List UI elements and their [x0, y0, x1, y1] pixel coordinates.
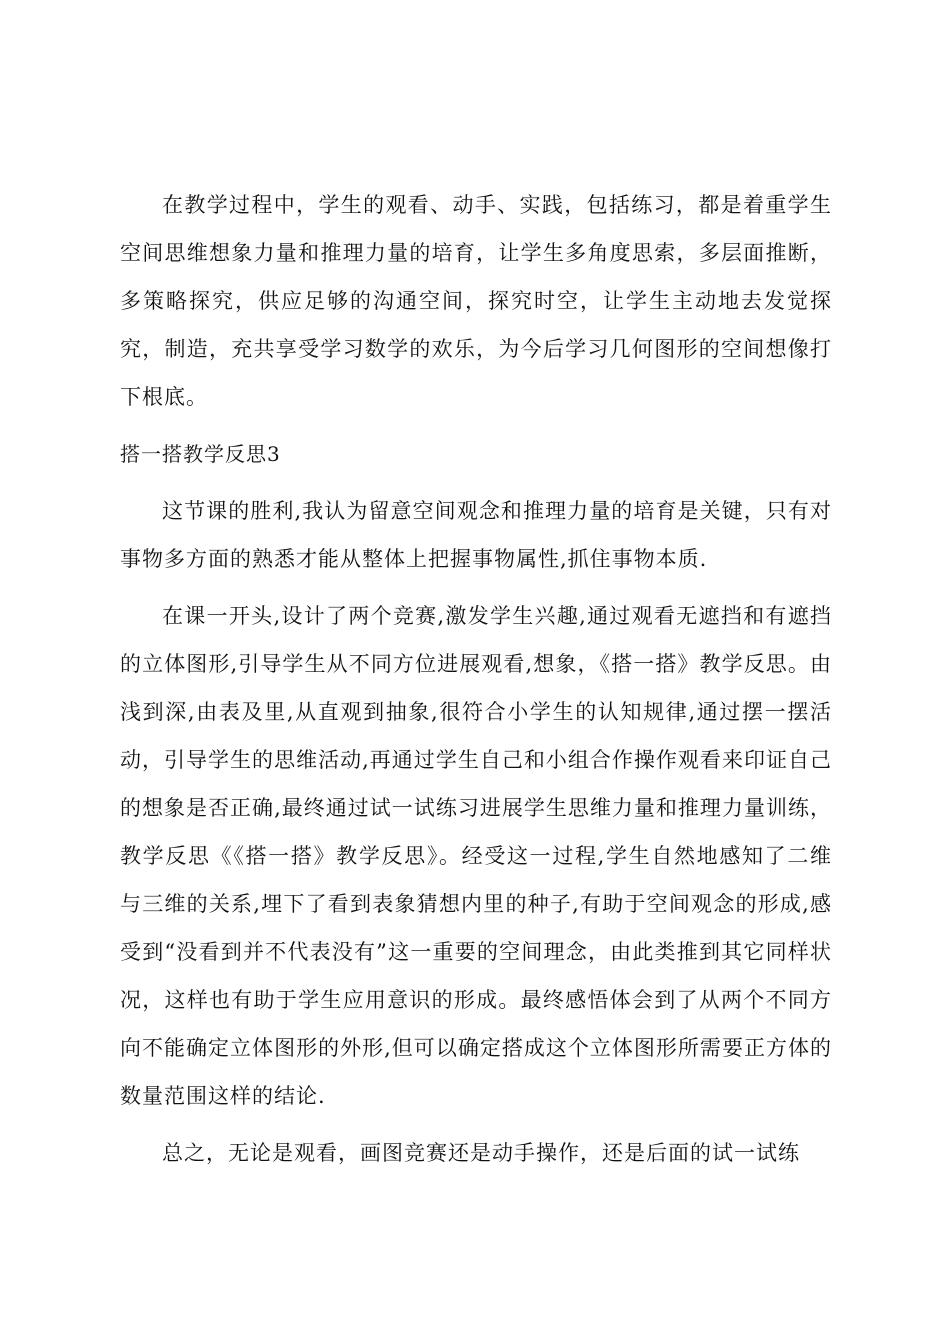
paragraph: 在教学过程中，学生的观看、动手、实践，包括练习，都是着重学生空间思维想象力量和推理力量的培育，让学生多角度思索，多层面推断，多策略探究，供应足够的沟通空间，探究时空，让学生主动地去发觉探究，制造，充共享受学习数学的欢乐，为今后学习几何图形的空间想像打下根底。 [120, 193, 832, 409]
document-body [120, 181, 832, 1177]
section-heading: 搭一搭教学反思3 [120, 442, 281, 466]
paragraph: 在课一开头,设计了两个竞赛,激发学生兴趣,通过观看无遮挡和有遮挡的立体图形,引导学生从不同方位进展观看,想象，《搭一搭》教学反思。由浅到深,由表及里,从直观到抽象,很符合小学生的认知规律,通过摆一摆活动，引导学生的思维活动,再通过学生自己和小组合作操作观看来印证自己的想象是否正确,最终通过试一试练习进展学生思维力量和推理力量训练，教学反思《《搭一搭》教学反思》。经受这一过程,学生自然地感知了二维与三维的关系,埋下了看到表象猜想内里的种子,有助于空间观念的形成,感受到“没看到并不代表没有”这一重要的空间理念，由此类推到其它同样状况，这样也有助于学生应用意识的形成。最终感悟体会到了从两个不同方向不能确定立体图形的外形,但可以确定搭成这个立体图形所需要正方体的数量范围这样的结论. [120, 604, 832, 1108]
paragraph: 总之，无论是观看，画图竞赛还是动手操作，还是后面的试一试练 [162, 1141, 800, 1165]
paragraph: 这节课的胜利,我认为留意空间观念和推理力量的培育是关键，只有对事物多方面的熟悉才能从整体上把握事物属性,抓住事物本质. [120, 499, 832, 571]
